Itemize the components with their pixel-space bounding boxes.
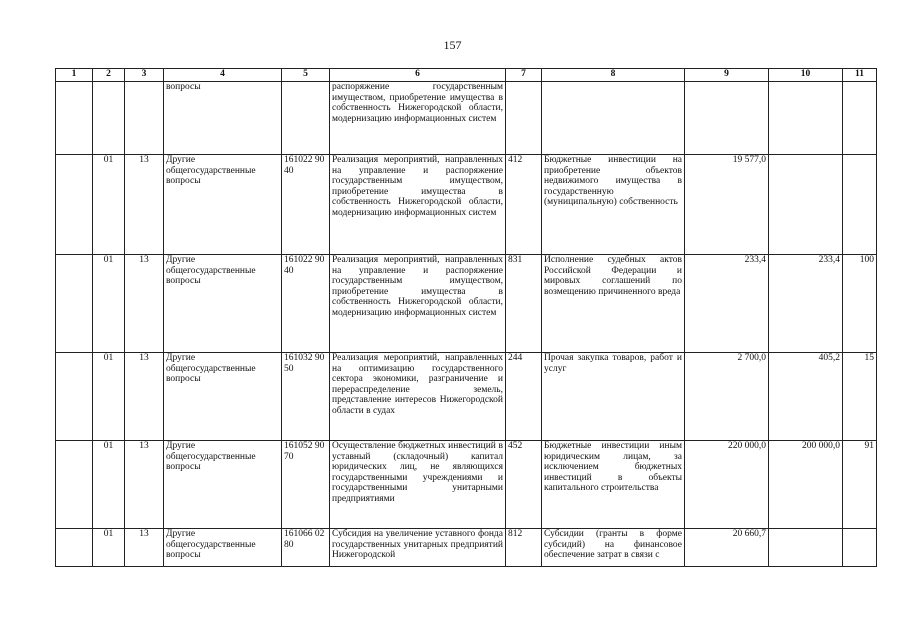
cell-section-name: Другие общегосударственные вопросы xyxy=(164,353,282,441)
col-header: 2 xyxy=(93,69,125,82)
col-header: 6 xyxy=(330,69,506,82)
page-number: 157 xyxy=(443,38,462,52)
cell-section: 01 xyxy=(93,353,125,441)
cell-target-name: Реализация мероприятий, направленных на управление и распоряжение государственным имуществом, приобретение имущества в собственность Нижегородской области, модернизацию информационных систем xyxy=(330,255,506,353)
cell-col1 xyxy=(56,255,93,353)
cell-percent: 100 xyxy=(843,255,877,353)
cell-percent xyxy=(843,82,877,155)
cell-subsection: 13 xyxy=(125,155,164,255)
cell-section-name: вопросы xyxy=(164,82,282,155)
cell-executed: 405,2 xyxy=(769,353,843,441)
cell-expense-name xyxy=(542,82,685,155)
budget-table xyxy=(55,68,877,567)
cell-planned: 2 700,0 xyxy=(685,353,769,441)
col-header: 1 xyxy=(56,69,93,82)
cell-target-name: Субсидия на увеличение уставного фонда государственных унитарных предприятий Нижегородской xyxy=(330,529,506,567)
col-header: 8 xyxy=(542,69,685,82)
table-row xyxy=(56,255,877,353)
cell-target-name: Осуществление бюджетных инвестиций в уставный (складочный) капитал юридических лиц, не являющихся государственными учреждениями и государственными унитарными предприятиями xyxy=(330,441,506,529)
table-row xyxy=(56,353,877,441)
col-header: 9 xyxy=(685,69,769,82)
cell-target-code: 161022 9040 xyxy=(282,155,330,255)
cell-section xyxy=(93,82,125,155)
cell-target-name: Реализация мероприятий, направленных на управление и распоряжение государственным имуществом, приобретение имущества в собственность Нижегородской области, модернизацию информационных систем xyxy=(330,155,506,255)
cell-planned: 233,4 xyxy=(685,255,769,353)
cell-expense-name: Исполнение судебных актов Российской Федерации и мировых соглашений по возмещению причиненного вреда xyxy=(542,255,685,353)
cell-percent: 91 xyxy=(843,441,877,529)
cell-subsection: 13 xyxy=(125,353,164,441)
col-header: 5 xyxy=(282,69,330,82)
table-row xyxy=(56,441,877,529)
cell-planned: 19 577,0 xyxy=(685,155,769,255)
header-row xyxy=(56,69,877,82)
cell-target-code: 161066 0280 xyxy=(282,529,330,567)
cell-subsection: 13 xyxy=(125,441,164,529)
cell-planned: 220 000,0 xyxy=(685,441,769,529)
cell-expense-code: 244 xyxy=(506,353,542,441)
col-header: 7 xyxy=(506,69,542,82)
cell-col1 xyxy=(56,155,93,255)
cell-target-name: Реализация мероприятий, направленных на оптимизацию государственного сектора экономики, разграничение и перераспределение земель, представление интересов Нижегородской области в судах xyxy=(330,353,506,441)
cell-target-code: 161032 9050 xyxy=(282,353,330,441)
cell-planned: 20 660,7 xyxy=(685,529,769,567)
cell-section-name: Другие общегосударственные вопросы xyxy=(164,155,282,255)
cell-executed: 233,4 xyxy=(769,255,843,353)
cell-executed xyxy=(769,529,843,567)
cell-target-code: 161052 9070 xyxy=(282,441,330,529)
col-header: 11 xyxy=(843,69,877,82)
cell-section: 01 xyxy=(93,529,125,567)
cell-expense-name: Бюджетные инвестиции иным юридическим лицам, за исключением бюджетных инвестиций в объекты капитального строительства xyxy=(542,441,685,529)
cell-col1 xyxy=(56,529,93,567)
table-row xyxy=(56,82,877,155)
cell-col1 xyxy=(56,82,93,155)
cell-subsection: 13 xyxy=(125,529,164,567)
cell-section: 01 xyxy=(93,255,125,353)
col-header: 3 xyxy=(125,69,164,82)
cell-target-code: 161022 9040 xyxy=(282,255,330,353)
cell-section-name: Другие общегосударственные вопросы xyxy=(164,441,282,529)
cell-planned xyxy=(685,82,769,155)
cell-expense-code: 452 xyxy=(506,441,542,529)
cell-section-name: Другие общегосударственные вопросы xyxy=(164,529,282,567)
cell-section: 01 xyxy=(93,155,125,255)
cell-expense-name: Субсидии (гранты в форме субсидий) на финансовое обеспечение затрат в связи с xyxy=(542,529,685,567)
cell-expense-code: 831 xyxy=(506,255,542,353)
cell-percent xyxy=(843,529,877,567)
cell-expense-code: 812 xyxy=(506,529,542,567)
cell-subsection xyxy=(125,82,164,155)
cell-section: 01 xyxy=(93,441,125,529)
cell-expense-name: Прочая закупка товаров, работ и услуг xyxy=(542,353,685,441)
cell-section-name: Другие общегосударственные вопросы xyxy=(164,255,282,353)
cell-subsection: 13 xyxy=(125,255,164,353)
cell-executed: 200 000,0 xyxy=(769,441,843,529)
cell-percent xyxy=(843,155,877,255)
cell-col1 xyxy=(56,441,93,529)
cell-target-name: распоряжение государственным имуществом, приобретение имущества в собственность Нижегородской области, модернизацию информационных систем xyxy=(330,82,506,155)
cell-expense-name: Бюджетные инвестиции на приобретение объектов недвижимого имущества в государственную (муниципальную) собственность xyxy=(542,155,685,255)
cell-target-code xyxy=(282,82,330,155)
cell-executed xyxy=(769,82,843,155)
cell-expense-code: 412 xyxy=(506,155,542,255)
cell-expense-code xyxy=(506,82,542,155)
col-header: 10 xyxy=(769,69,843,82)
cell-col1 xyxy=(56,353,93,441)
cell-percent: 15 xyxy=(843,353,877,441)
table-row xyxy=(56,529,877,567)
table-row xyxy=(56,155,877,255)
col-header: 4 xyxy=(164,69,282,82)
cell-executed xyxy=(769,155,843,255)
